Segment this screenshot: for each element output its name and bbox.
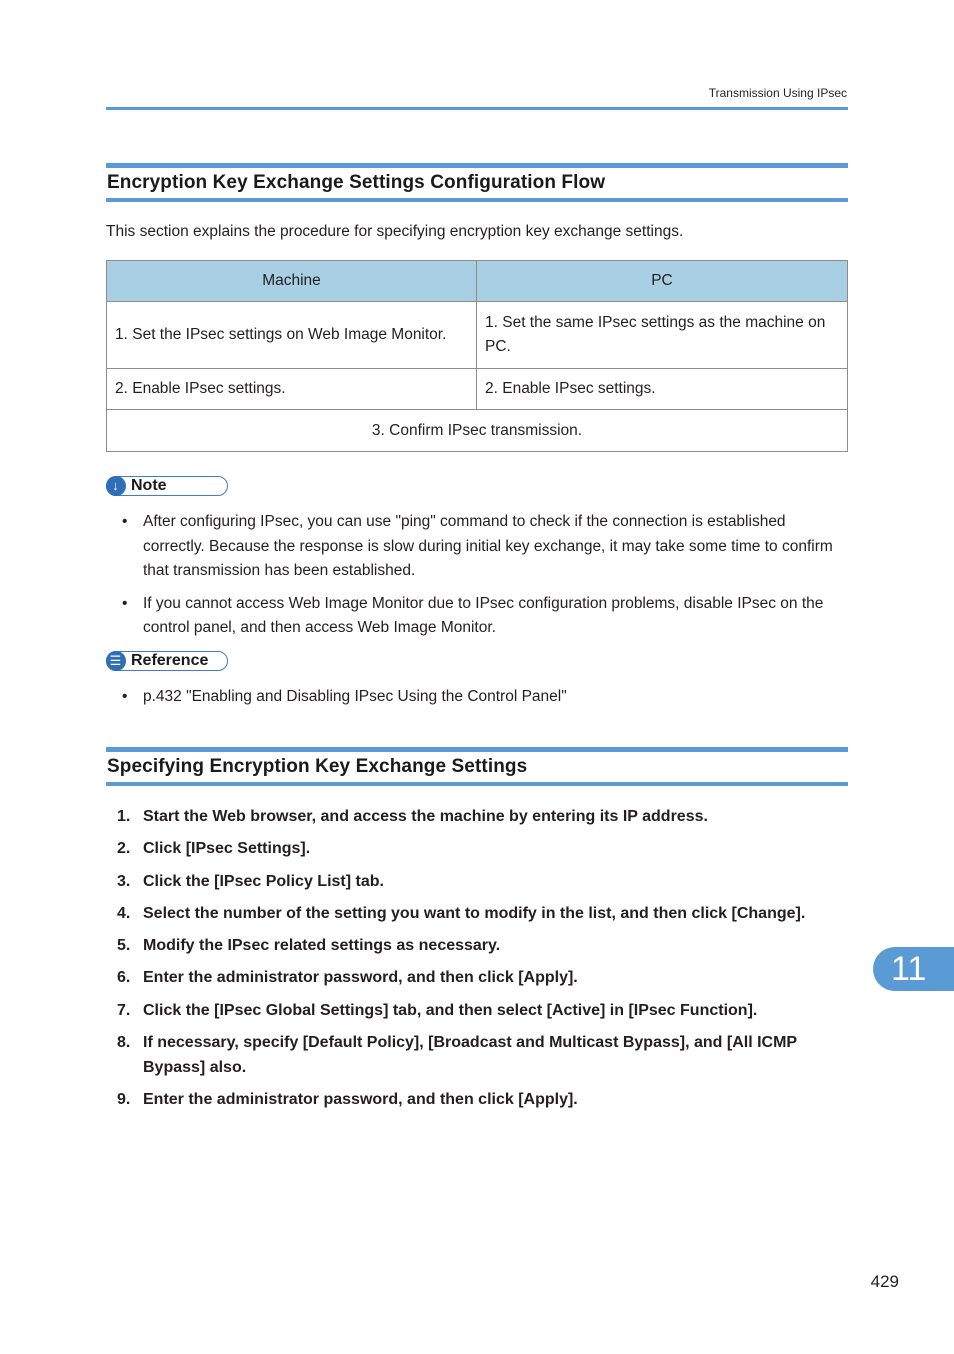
table-cell: 2. Enable IPsec settings. <box>107 369 477 410</box>
list-item: • After configuring IPsec, you can use "ping" command to check if the connection is established correctly. Because the response is slow during initial key exchange, it may take some time to confirm that transmission has been established. <box>106 510 836 584</box>
section-heading-config-flow <box>106 163 848 202</box>
document-icon: ☰ <box>106 651 126 671</box>
step-text: Start the Web browser, and access the machine by entering its IP address. <box>143 808 708 825</box>
list-item <box>106 1087 836 1112</box>
intro-text: This section explains the procedure for specifying encryption key exchange settings. <box>106 223 684 240</box>
header-rule <box>106 107 848 110</box>
table-cell: 1. Set the IPsec settings on Web Image Monitor. <box>107 302 477 369</box>
step-text: Enter the administrator password, and then click [Apply]. <box>143 1091 578 1109</box>
section-title: Specifying Encryption Key Exchange Settings <box>107 756 528 777</box>
table-cell: 2. Enable IPsec settings. <box>477 369 848 410</box>
note-badge <box>106 476 228 496</box>
table-cell-merged: 3. Confirm IPsec transmission. <box>107 410 848 452</box>
list-item: • p.432 "Enabling and Disabling IPsec Using the Control Panel" <box>106 685 836 710</box>
table-row <box>107 410 848 452</box>
list-item <box>106 933 836 958</box>
list-item <box>106 804 836 829</box>
running-header: Transmission Using IPsec <box>708 86 847 100</box>
list-item <box>106 965 836 990</box>
step-number: 7. <box>117 1001 131 1019</box>
step-text: Enter the administrator password, and then click [Apply]. <box>143 969 578 987</box>
step-number: 5. <box>117 937 131 955</box>
list-item: • If you cannot access Web Image Monitor due to IPsec configuration problems, disable IPsec on the control panel, and then access Web Image Monitor. <box>106 592 836 641</box>
step-text: Click the [IPsec Global Settings] tab, and then select [Active] in [IPsec Function]. <box>143 1001 758 1019</box>
step-number: 6. <box>117 969 131 987</box>
down-arrow-icon: ↓ <box>106 476 126 496</box>
reference-badge <box>106 651 228 671</box>
step-text: Modify the IPsec related settings as necessary. <box>143 937 501 955</box>
note-list <box>106 510 836 649</box>
step-number: 9. <box>117 1091 131 1109</box>
list-item <box>106 998 836 1023</box>
step-text: Click [IPsec Settings]. <box>143 840 311 858</box>
table-row <box>107 369 848 410</box>
column-header-pc: PC <box>477 261 848 302</box>
chapter-tab <box>873 947 954 991</box>
list-item <box>106 836 836 861</box>
list-item <box>106 1030 836 1080</box>
reference-list <box>106 685 836 718</box>
step-number: 1. <box>117 808 131 825</box>
step-number: 3. <box>117 872 131 890</box>
reference-label: Reference <box>131 652 209 669</box>
step-number: 4. <box>117 904 131 922</box>
step-text: If necessary, specify [Default Policy], [Broadcast and Multicast Bypass], and [All ICMP Bypass] also. <box>143 1034 797 1077</box>
step-text: Click the [IPsec Policy List] tab. <box>143 872 384 890</box>
section-heading-key-exchange <box>106 747 848 786</box>
column-header-machine: Machine <box>107 261 477 302</box>
note-label: Note <box>131 477 167 494</box>
table-row <box>107 302 848 369</box>
step-number: 8. <box>117 1034 131 1052</box>
step-number: 2. <box>117 840 131 858</box>
section-title: Encryption Key Exchange Settings Configuration Flow <box>107 172 606 193</box>
chapter-number: 11 <box>891 950 927 988</box>
table-cell: 1. Set the same IPsec settings as the machine on PC. <box>477 302 848 369</box>
list-item <box>106 869 836 894</box>
flow-table <box>106 260 848 452</box>
steps-list <box>106 804 836 1120</box>
page-number: 429 <box>870 1272 899 1291</box>
step-text: Select the number of the setting you want to modify in the list, and then click [Change]. <box>143 904 806 922</box>
list-item <box>106 901 836 926</box>
